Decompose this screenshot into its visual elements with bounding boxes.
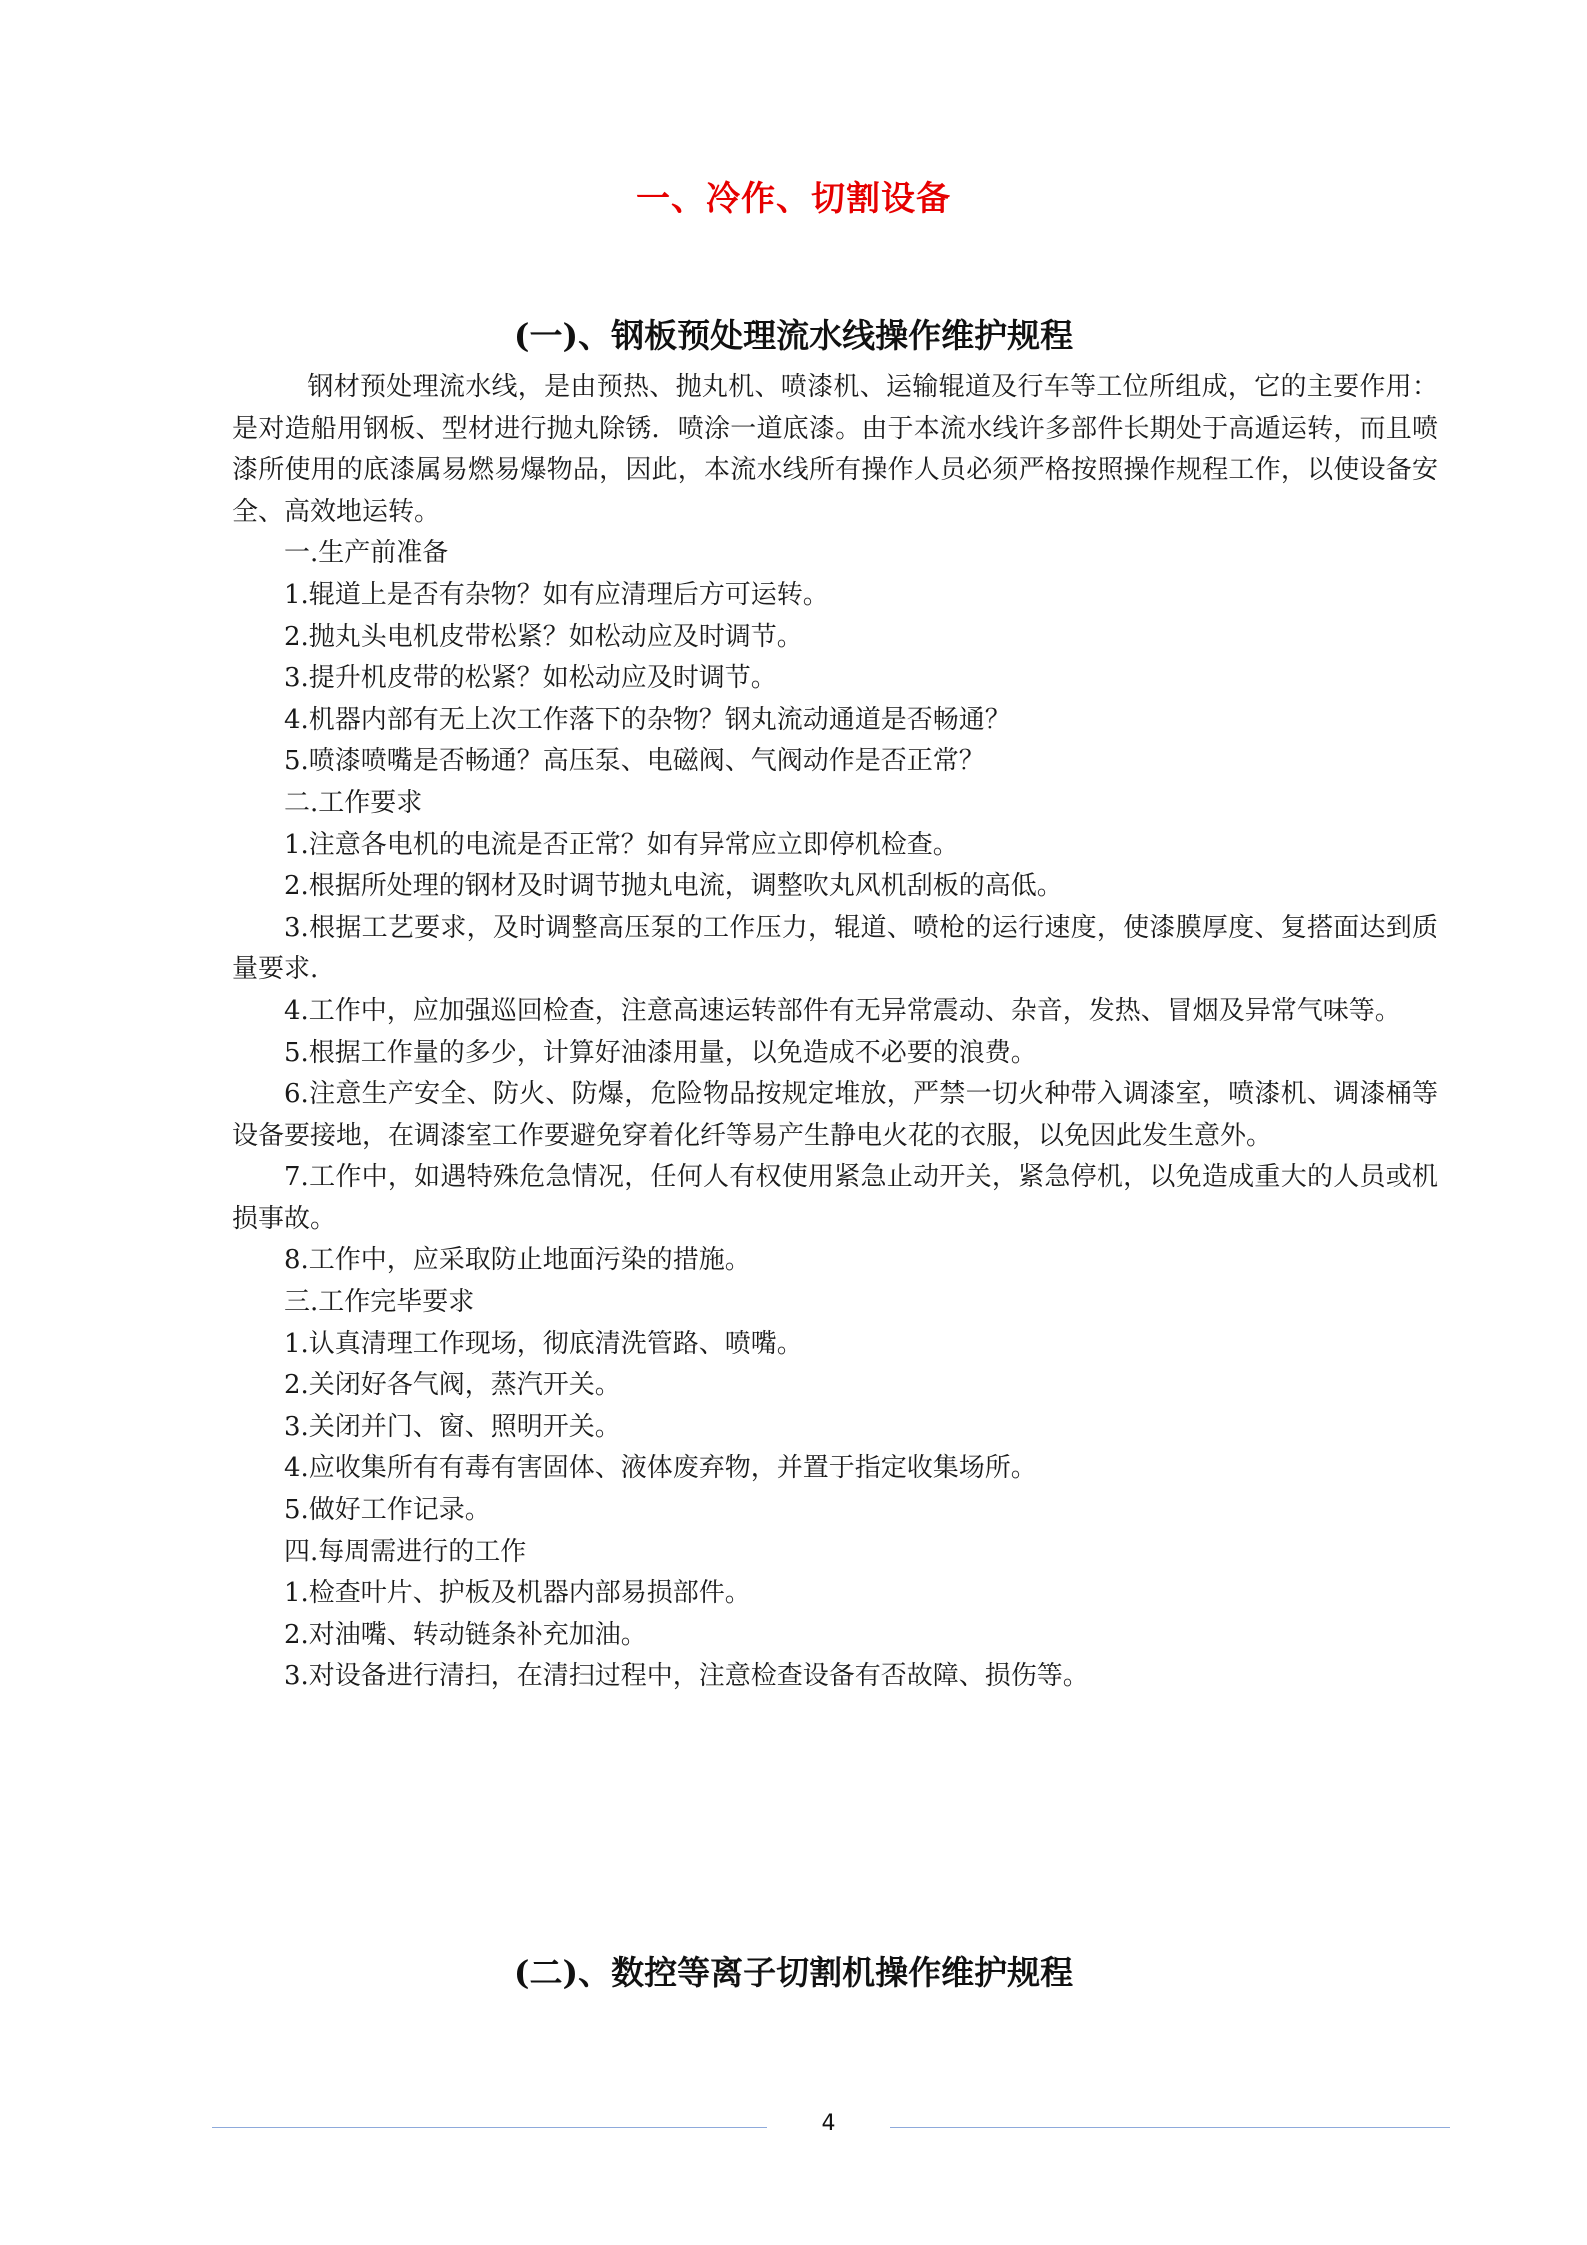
list-item: 3.对设备进行清扫，在清扫过程中，注意检查设备有否故障、损伤等。 (284, 1661, 1089, 1692)
footer-divider-right (890, 2127, 1450, 2128)
list-item: 1.检查叶片、护板及机器内部易损部件。 (284, 1578, 751, 1609)
section-1-body (232, 367, 1438, 1698)
list-item: 6.注意生产安全、防火、防爆，危险物品按规定堆放，严禁一切火种带入调漆室，喷漆机、调漆桶等设备要接地，在调漆室工作要避免穿着化纤等易产生静电火花的衣服，以免因此发生意外。 (232, 1079, 1438, 1151)
list-item: 4.工作中，应加强巡回检查，注意高速运转部件有无异常震动、杂音，发热、冒烟及异常气味等。 (284, 995, 1401, 1026)
list-item: 7.工作中，如遇特殊危急情况，任何人有权使用紧急止动开关，紧急停机，以免造成重大的人员或机损事故。 (232, 1162, 1438, 1234)
list-item: 8.工作中，应采取防止地面污染的措施。 (284, 1245, 751, 1276)
list-item: 1.注意各电机的电流是否正常？如有异常应立即停机检查。 (284, 829, 959, 860)
subheading: 二.工作要求 (284, 787, 423, 818)
list-item: 2.根据所处理的钢材及时调节抛丸电流，调整吹丸风机刮板的高低。 (284, 871, 1063, 902)
section-title-2: (二)、数控等离子切割机操作维护规程 (513, 1953, 1074, 1993)
list-item: 3.根据工艺要求，及时调整高压泵的工作压力，辊道、喷枪的运行速度，使漆膜厚度、复搭面达到质量要求. (232, 912, 1438, 985)
subheading: 三.工作完毕要求 (284, 1287, 475, 1318)
list-item: 1.辊道上是否有杂物？如有应清理后方可运转。 (284, 579, 829, 610)
list-item: 2.关闭好各气阀，蒸汽开关。 (284, 1370, 621, 1401)
list-item: 1.认真清理工作现场，彻底清洗管路、喷嘴。 (284, 1328, 803, 1359)
list-item: 3.提升机皮带的松紧？如松动应及时调节。 (284, 663, 777, 694)
list-item: 3.关闭并门、窗、照明开关。 (284, 1411, 621, 1442)
list-item: 2.对油嘴、转动链条补充加油。 (284, 1619, 647, 1650)
list-item: 4.机器内部有无上次工作落下的杂物？钢丸流动通道是否畅通？ (284, 704, 1011, 735)
section-title-1: (一)、钢板预处理流水线操作维护规程 (513, 316, 1074, 356)
list-item: 4.应收集所有有毒有害固体、液体废弃物，并置于指定收集场所。 (284, 1453, 1037, 1484)
chapter-title: 一、冷作、切割设备 (636, 178, 951, 219)
list-item: 5.喷漆喷嘴是否畅通？高压泵、电磁阀、气阀动作是否正常？ (284, 746, 985, 777)
footer-divider-left (212, 2127, 767, 2128)
list-item: 5.做好工作记录。 (284, 1495, 491, 1526)
page-number: 4 (821, 2111, 836, 2136)
subheading: 一.生产前准备 (284, 538, 449, 569)
list-item: 2.抛丸头电机皮带松紧？如松动应及时调节。 (284, 621, 803, 652)
list-item: 5.根据工作量的多少，计算好油漆用量，以免造成不必要的浪费。 (284, 1037, 1037, 1068)
intro-paragraph: 钢材预处理流水线，是由预热、抛丸机、喷漆机、运输辊道及行车等工位所组成，它的主要作用：是对造船用钢板、型材进行抛丸除锈．喷涂一道底漆。由于本流水线许多部件长期处于高遁运转，而且喷漆所使用的底漆属易燃易爆物品，因此，本流水线所有操作人员必须严格按照操作规程工作，以使设备安全、高效地运转。 (232, 372, 1438, 527)
subheading: 四.每周需进行的工作 (284, 1536, 527, 1567)
